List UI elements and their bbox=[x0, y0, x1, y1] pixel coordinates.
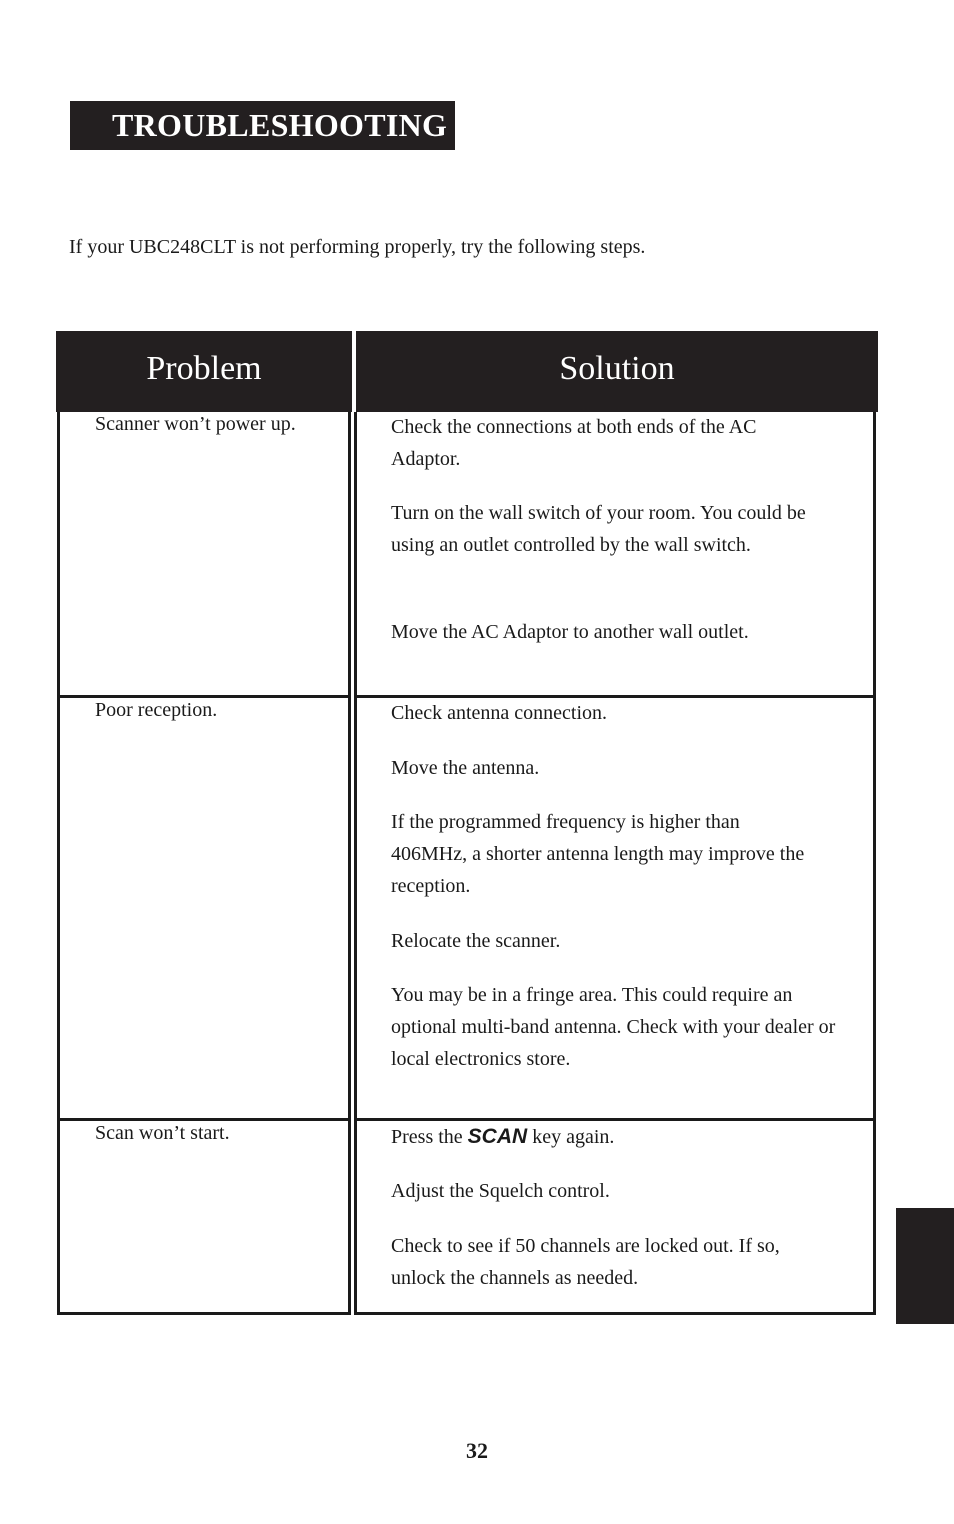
table-row-1-solution-cell bbox=[354, 412, 876, 698]
solution-item: Turn on the wall switch of your room. You could be using an outlet controlled by the wall switch. bbox=[391, 502, 806, 556]
solution-item: Check antenna connection. bbox=[391, 702, 608, 724]
table-row-1-problem-cell bbox=[57, 412, 351, 698]
page-number: 32 bbox=[466, 1438, 488, 1463]
table-row-2-problem-cell bbox=[57, 698, 351, 1121]
page-title: TROUBLESHOOTING bbox=[70, 101, 455, 150]
solution-text: key again. bbox=[532, 1126, 615, 1148]
header-problem: Problem bbox=[56, 331, 352, 412]
solution-item: Move the AC Adaptor to another wall outlet. bbox=[391, 621, 749, 643]
problem-text: Poor reception. bbox=[95, 699, 218, 721]
scan-key-label: SCAN bbox=[467, 1125, 528, 1148]
solution-item-scan bbox=[391, 1121, 851, 1153]
problem-text: Scan won’t start. bbox=[95, 1122, 230, 1144]
table-row-2-solution-cell bbox=[354, 698, 876, 1121]
solution-item: Check the connections at both ends of the AC Adaptor. bbox=[391, 416, 757, 470]
solution-item: Move the antenna. bbox=[391, 757, 540, 779]
side-tab-marker bbox=[896, 1208, 954, 1324]
table-row-3-problem-cell bbox=[57, 1121, 351, 1315]
solution-text: Press the bbox=[391, 1126, 463, 1148]
solution-item: You may be in a fringe area. This could require an optional multi-band antenna. Check with your dealer or local electronics store. bbox=[391, 984, 836, 1070]
table-header bbox=[56, 331, 878, 412]
solution-item: Relocate the scanner. bbox=[391, 930, 561, 952]
table-row-3-solution-cell bbox=[354, 1121, 876, 1315]
solution-item: If the programmed frequency is higher than 406MHz, a shorter antenna length may improve the reception. bbox=[391, 811, 805, 897]
problem-text: Scanner won’t power up. bbox=[95, 413, 296, 435]
header-solution: Solution bbox=[356, 331, 878, 412]
solution-item: Check to see if 50 channels are locked out. If so, unlock the channels as needed. bbox=[391, 1235, 780, 1289]
solution-item: Adjust the Squelch control. bbox=[391, 1180, 610, 1202]
intro-text: If your UBC248CLT is not performing properly, try the following steps. bbox=[69, 236, 646, 258]
